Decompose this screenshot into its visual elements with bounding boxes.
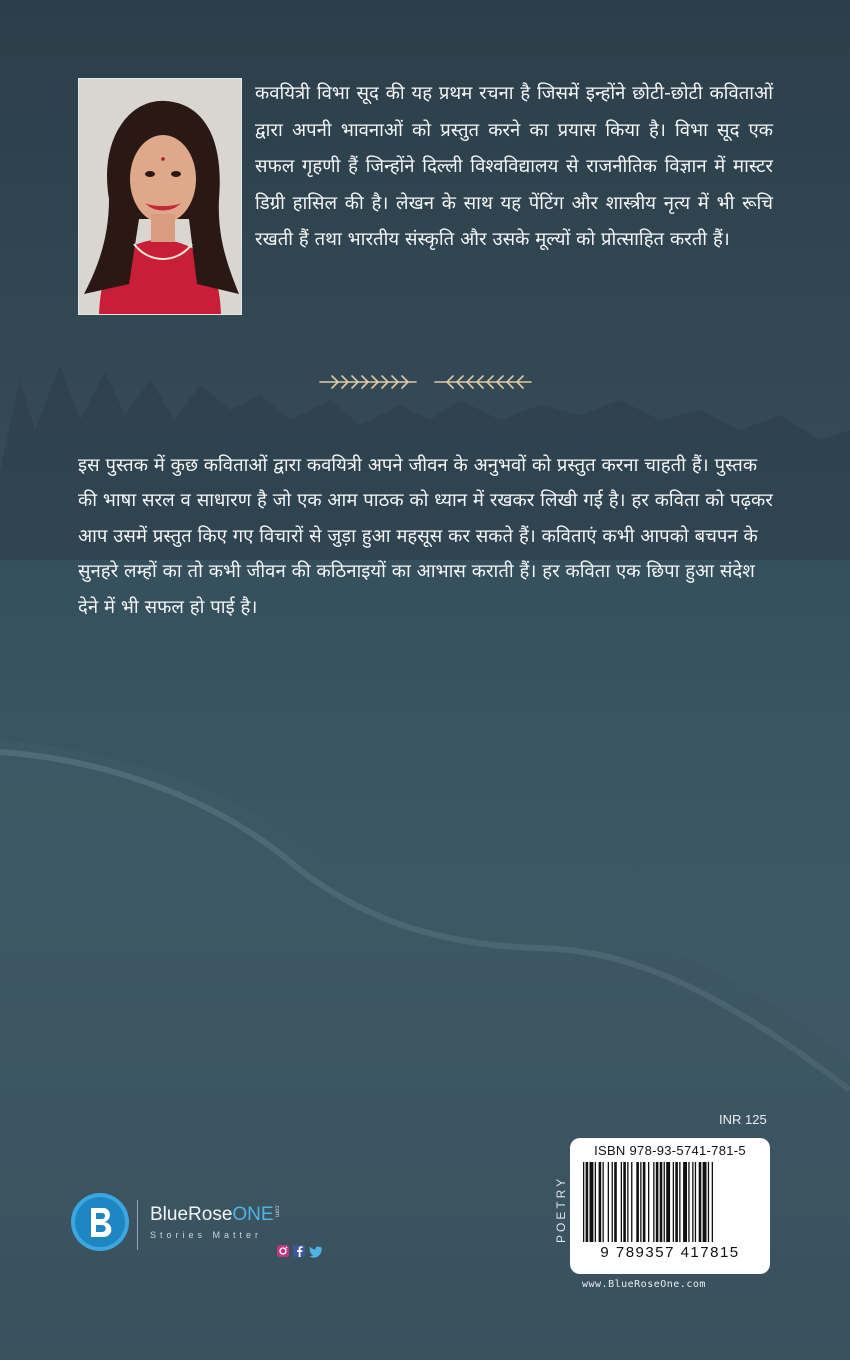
divider-ornament-icon [318,372,533,392]
bluerose-logo-icon [70,1192,130,1252]
publisher-block [70,1192,340,1262]
price-label: INR 125 [719,1112,767,1127]
publisher-com: .com [273,1204,280,1218]
author-bio: कवयित्री विभा सूद की यह प्रथम रचना है जिसमें इन्होंने छोटी-छोटी कविताओं द्वारा अपनी भावनाओं को प्रस्तुत करने का प्रयास किया है। विभा सूद एक सफल गृहणी हैं जिन्होंने दिल्ली विश्वविद्यालय से राजनीतिक विज्ञान में मास्टर डिग्री हासिल की है। लेखन के साथ यह पेंटिंग और शास्त्रीय नृत्य में भी रूचि रखती हैं तथा भारतीय संस्कृति और उसके मूल्यों को प्रोत्साहित करती हैं। [255,83,773,251]
author-photo [78,78,242,315]
social-icons [276,1244,324,1258]
genre-label [551,1213,571,1243]
publisher-name [150,1204,280,1226]
publisher-divider [137,1200,138,1250]
isbn-barcode [570,1138,770,1274]
instagram-icon[interactable] [277,1245,289,1257]
book-blurb: इस पुस्तक में कुछ कविताओं द्वारा कवयित्री अपने जीवन के अनुभवों को प्रस्तुत करना चाहती हैं। पुस्तक की भाषा सरल व साधारण है जो एक आम पाठक को ध्यान में रखकर लिखी गई है। हर कविता को पढ़कर आप उसमें प्रस्तुत किए गए विचारों से जुड़ा हुआ महसूस कर सकते हैं। कविताएं कभी आपको बचपन के सुनहरे लम्हों का तो कभी जीवन की कठिनाइयों का आभास कराती हैं। हर कविता एक छिपा हुआ संदेश देने में भी सफल हो पाई है। [78,455,773,618]
isbn-label: ISBN 978-93-5741-781-5 [594,1143,746,1158]
publisher-tagline: Stories Matter [150,1230,263,1240]
facebook-icon[interactable] [293,1245,305,1257]
website-url: www.BlueRoseOne.com [582,1279,706,1290]
twitter-icon[interactable] [309,1246,322,1257]
barcode-icon [583,1162,757,1242]
publisher-name-part1: BlueRose [150,1204,233,1225]
publisher-name-part2: ONE [232,1204,274,1225]
isbn-digits: 9 789357 417815 [600,1244,740,1261]
